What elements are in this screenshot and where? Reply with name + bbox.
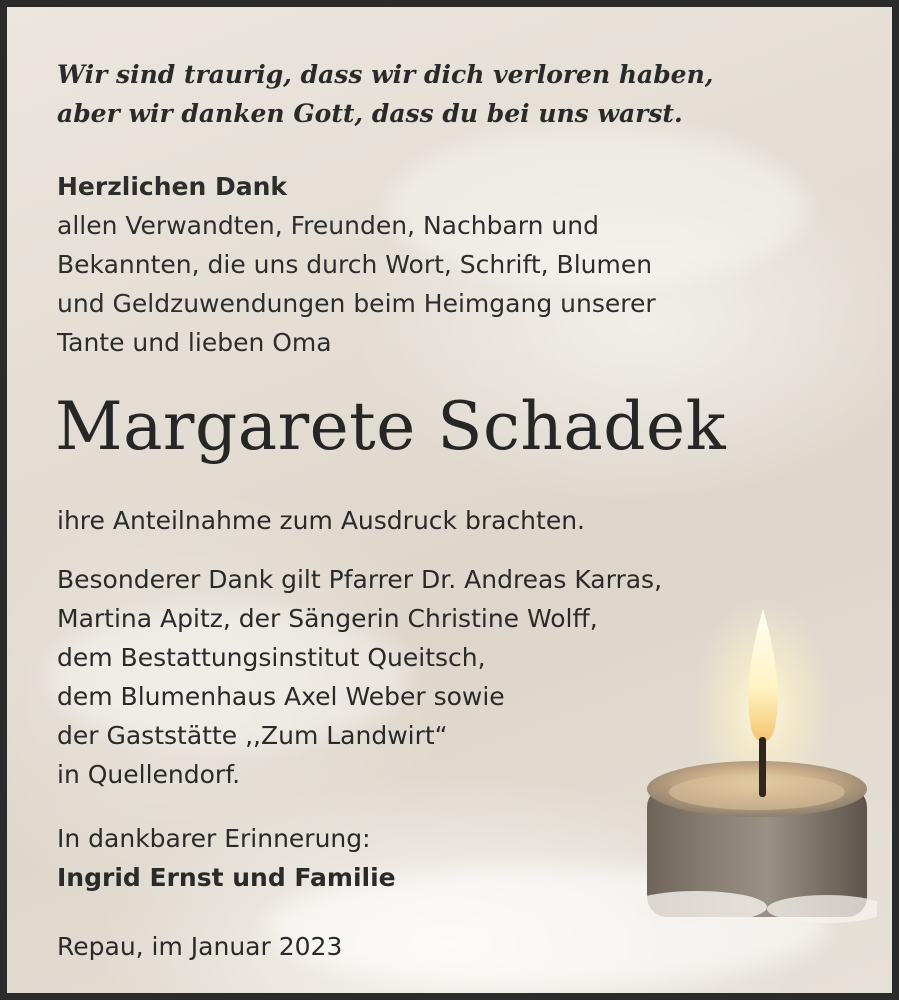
special-thanks-line: in Quellendorf. <box>57 760 241 789</box>
family-signature: Ingrid Ernst und Familie <box>57 863 396 892</box>
intro-line: allen Verwandten, Freunden, Nachbarn und <box>57 211 599 240</box>
candle-image <box>637 587 877 927</box>
memory-block <box>57 819 396 897</box>
quote-line-1: Wir sind traurig, dass wir dich verloren haben, <box>57 60 714 89</box>
opening-quote <box>57 55 713 133</box>
special-thanks-line: Martina Apitz, der Sängerin Christine Wolff, <box>57 604 598 633</box>
candle-icon <box>637 587 877 927</box>
special-thanks-line: dem Bestattungsinstitut Queitsch, <box>57 643 486 672</box>
intro-line: Tante und lieben Oma <box>57 328 332 357</box>
intro-line: Bekannten, die uns durch Wort, Schrift, Blumen <box>57 250 653 279</box>
special-thanks-line: dem Blumenhaus Axel Weber sowie <box>57 682 505 711</box>
quote-line-2: aber wir danken Gott, dass du bei uns warst. <box>57 99 683 128</box>
thanks-intro <box>57 167 656 362</box>
special-thanks-line: der Gaststätte ,,Zum Landwirt“ <box>57 721 448 750</box>
deceased-name: Margarete Schadek <box>55 388 727 465</box>
place-and-date: Repau, im Januar 2023 <box>57 932 343 961</box>
special-thanks-line: Besonderer Dank gilt Pfarrer Dr. Andreas Karras, <box>57 565 663 594</box>
special-thanks <box>57 560 662 794</box>
intro-line: und Geldzuwendungen beim Heimgang unserer <box>57 289 656 318</box>
thanks-heading: Herzlichen Dank <box>57 172 288 201</box>
after-name-line: ihre Anteilnahme zum Ausdruck brachten. <box>57 506 585 535</box>
memory-line: In dankbarer Erinnerung: <box>57 824 371 853</box>
